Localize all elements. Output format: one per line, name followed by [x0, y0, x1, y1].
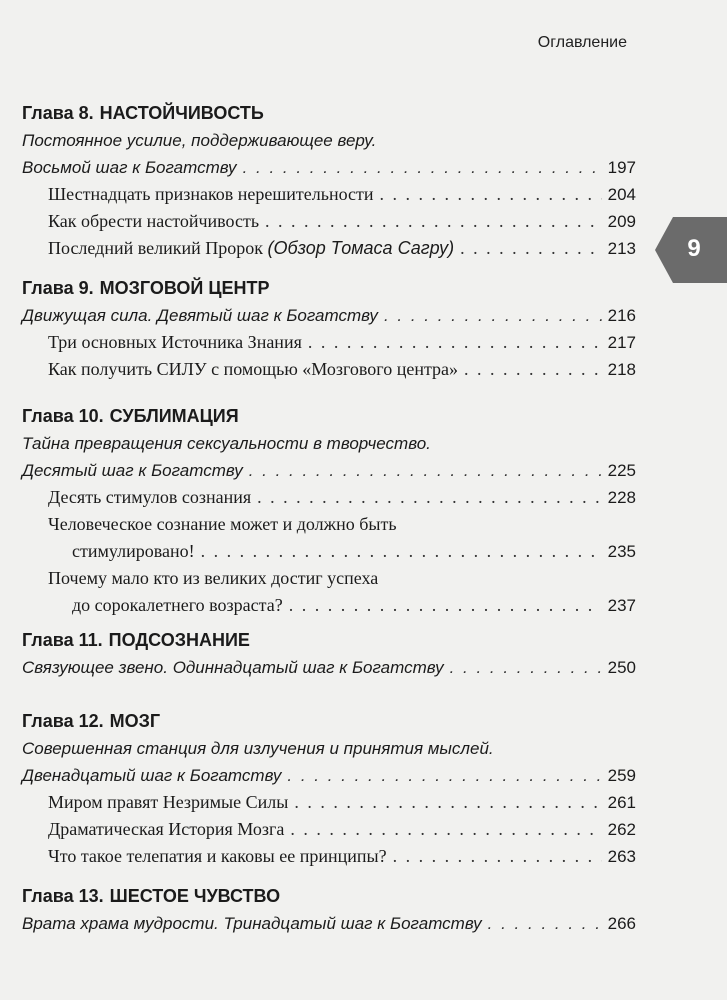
leader-dots [201, 538, 602, 565]
chapter-label: Глава 10. [22, 406, 104, 426]
toc-entry[interactable] [22, 329, 636, 356]
entry-text-continued: до сорокалетнего возраста? [72, 595, 283, 615]
toc-entry[interactable] [22, 654, 636, 681]
entry-text: Двенадцатый шаг к Богатству [22, 766, 282, 785]
toc-entry[interactable] [22, 789, 636, 816]
page-number: 250 [607, 658, 636, 677]
entry-text: Человеческое сознание может и должно быть [48, 514, 397, 534]
chapter-label: Глава 13. [22, 886, 104, 906]
toc-entry[interactable] [22, 762, 636, 789]
chapter-heading[interactable] [22, 627, 636, 654]
page-number: 216 [607, 306, 636, 325]
leader-dots [243, 154, 602, 181]
chapter-9 [22, 275, 636, 383]
chapter-subtitle [22, 430, 636, 457]
chapter-title: НАСТОЙЧИВОСТЬ [99, 103, 264, 123]
leader-dots [464, 356, 602, 383]
chapter-tab-number: 9 [687, 235, 701, 262]
toc-entry[interactable] [22, 208, 636, 235]
chapter-label: Глава 8. [22, 103, 94, 123]
entry-text: Десятый шаг к Богатству [22, 461, 243, 480]
leader-dots [289, 592, 602, 619]
entry-text: Что такое телепатия и каковы ее принципы? [48, 846, 387, 866]
chapter-heading[interactable] [22, 708, 636, 735]
entry-text: Связующее звено. Одиннадцатый шаг к Богатству [22, 658, 444, 677]
chapter-tab [655, 217, 727, 283]
leader-dots [257, 484, 602, 511]
page-number: 225 [607, 461, 636, 480]
toc-entry[interactable] [22, 843, 636, 870]
chapter-heading[interactable] [22, 403, 636, 430]
chapter-11 [22, 627, 636, 681]
chapter-label: Глава 12. [22, 711, 104, 731]
toc-entry[interactable] [22, 235, 636, 262]
page-number: 266 [607, 914, 636, 933]
leader-dots [460, 235, 602, 262]
page-number: 204 [607, 185, 636, 204]
leader-dots [249, 457, 602, 484]
leader-dots [384, 302, 602, 329]
toc-entry[interactable] [22, 538, 636, 565]
toc-entry[interactable] [22, 154, 636, 181]
leader-dots [488, 910, 602, 937]
toc-entry-line1[interactable] [22, 565, 636, 592]
leader-dots [308, 329, 602, 356]
entry-text: Шестнадцать признаков нерешительности [48, 184, 374, 204]
entry-text: Как обрести настойчивость [48, 211, 260, 231]
page-number: 218 [607, 360, 636, 379]
chapter-subtitle [22, 735, 636, 762]
chapter-8 [22, 100, 636, 262]
leader-dots [294, 789, 601, 816]
entry-text: Восьмой шаг к Богатству [22, 158, 237, 177]
chapter-subtitle [22, 127, 636, 154]
page-number: 262 [607, 820, 636, 839]
entry-text: Три основных Источника Знания [48, 332, 302, 352]
toc-entry[interactable] [22, 457, 636, 484]
page-number: 213 [607, 239, 636, 258]
entry-text-continued: стимулировано! [72, 541, 195, 561]
page-number: 237 [607, 596, 636, 615]
chapter-13 [22, 883, 636, 937]
page-number: 228 [607, 488, 636, 507]
subtitle-text: Совершенная станция для излучения и принятия мыслей. [22, 739, 494, 758]
entry-text: Врата храма мудрости. Тринадцатый шаг к Богатству [22, 914, 482, 933]
page-number: 209 [607, 212, 636, 231]
leader-dots [290, 816, 601, 843]
running-header: Оглавление [537, 34, 627, 51]
page-number: 217 [607, 333, 636, 352]
chapter-12 [22, 708, 636, 870]
page-number: 261 [607, 793, 636, 812]
entry-note: (Обзор Томаса Сагру) [267, 238, 455, 258]
entry-text: Как получить СИЛУ с помощью «Мозгового центра» [48, 359, 459, 379]
entry-text: Последний великий Пророк [48, 238, 263, 258]
chapter-title: ШЕСТОЕ ЧУВСТВО [109, 886, 281, 906]
entry-text: Десять стимулов сознания [48, 487, 252, 507]
toc-entry[interactable] [22, 484, 636, 511]
toc-entry[interactable] [22, 816, 636, 843]
chapter-heading[interactable] [22, 883, 636, 910]
toc-entry[interactable] [22, 592, 636, 619]
chapter-title: СУБЛИМАЦИЯ [109, 406, 239, 426]
toc-entry[interactable] [22, 910, 636, 937]
subtitle-text: Тайна превращения сексуальности в творчество. [22, 434, 431, 453]
chapter-heading[interactable] [22, 100, 636, 127]
page-number: 197 [607, 158, 636, 177]
subtitle-text: Постоянное усилие, поддерживающее веру. [22, 131, 377, 150]
page-number: 259 [607, 766, 636, 785]
entry-text: Движущая сила. Девятый шаг к Богатству [22, 306, 378, 325]
chapter-10 [22, 403, 636, 619]
leader-dots [393, 843, 602, 870]
toc-entry[interactable] [22, 181, 636, 208]
entry-text: Драматическая История Мозга [48, 819, 285, 839]
chapter-title: ПОДСОЗНАНИЕ [108, 630, 250, 650]
leader-dots [265, 208, 602, 235]
page-number: 263 [607, 847, 636, 866]
chapter-title: МОЗГОВОЙ ЦЕНТР [99, 278, 270, 298]
entry-text: Миром правят Незримые Силы [48, 792, 289, 812]
leader-dots [287, 762, 601, 789]
toc-entry-line1[interactable] [22, 511, 636, 538]
toc-entry[interactable] [22, 302, 636, 329]
toc-entry[interactable] [22, 356, 636, 383]
chapter-label: Глава 11. [22, 630, 103, 650]
entry-text: Почему мало кто из великих достиг успеха [48, 568, 379, 588]
chapter-label: Глава 9. [22, 278, 94, 298]
chapter-title: МОЗГ [109, 711, 161, 731]
page-number: 235 [607, 542, 636, 561]
leader-dots [380, 181, 602, 208]
chapter-heading[interactable] [22, 275, 636, 302]
leader-dots [450, 654, 602, 681]
